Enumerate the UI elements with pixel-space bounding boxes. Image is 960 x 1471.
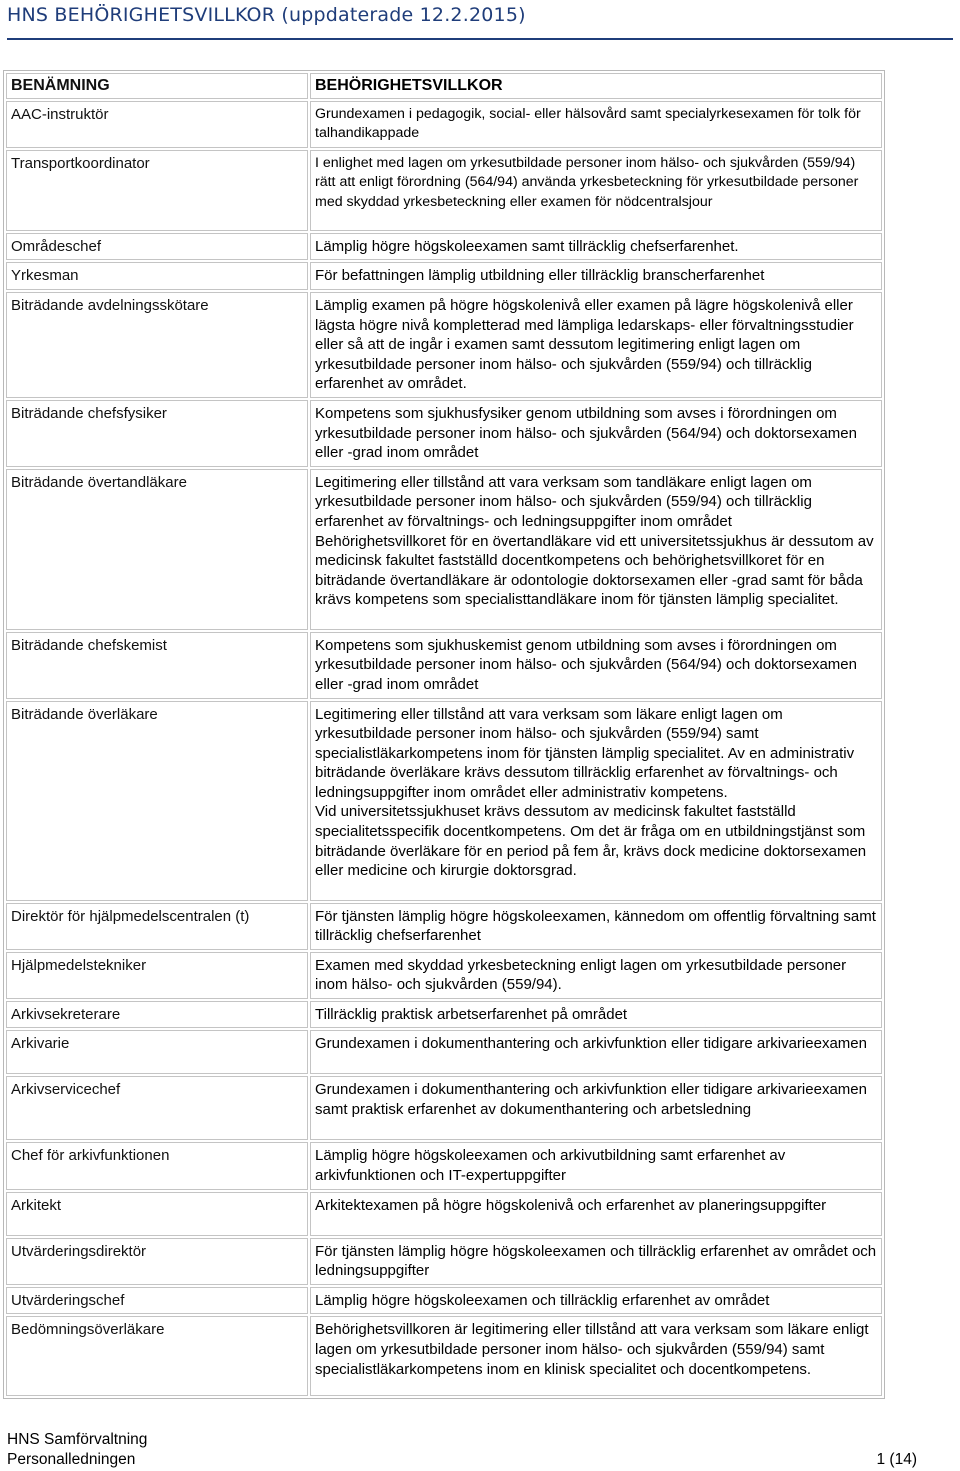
column-header-requirements: BEHÖRIGHETSVILLKOR (310, 73, 882, 99)
role-cell: Utvärderingschef (6, 1287, 308, 1315)
table-row (6, 101, 882, 148)
role-cell: Arkivservicechef (6, 1076, 308, 1140)
table-row (6, 400, 882, 467)
requirement-cell: Legitimering eller tillstånd att vara verksam som läkare enligt lagen om yrkesutbildade personer inom hälso- och sjukvården (559/94) samt specialistläkarkompetens inom för tjänsten lämplig specialitet. Av en administrativ biträdande överläkare krävs dessutom tillräcklig erfarenhet av förvaltnings- och ledningsuppgifter inom området eller administrativ kompetens. Vid universitetssjukhuset krävs dessutom av medicinsk fakultet fastställd specialitetsspecifik docentkompetens. Om det är fråga om en utbildningstjänst som biträdande överläkare för en period på fem år, krävs dock medicine doktorsexamen eller medicine och kirurgie doktorsgrad. (310, 701, 882, 901)
table-row (6, 1316, 882, 1396)
footer-dept-name: Personalledningen (7, 1450, 136, 1468)
role-cell: Direktör för hjälpmedelscentralen (t) (6, 903, 308, 950)
table-row (6, 1192, 882, 1236)
requirement-cell: Lämplig examen på högre högskolenivå eller examen på lägre högskolenivå eller lägsta högre nivå kompletterad med lämpliga ledarskaps- eller förvaltningsstudier eller så att de ingår i examen samt dessutom legitimering enligt lagen om yrkesutbildade personer inom hälso- och sjukvården (559/94) och tillräcklig erfarenhet av området. (310, 292, 882, 398)
column-header-role: BENÄMNING (6, 73, 308, 99)
footer-organization (7, 1430, 147, 1469)
table-row (6, 903, 882, 950)
role-cell: Områdeschef (6, 233, 308, 261)
requirement-cell: För befattningen lämplig utbildning eller tillräcklig branscherfarenhet (310, 262, 882, 290)
table-row (6, 1076, 882, 1140)
role-cell: Arkitekt (6, 1192, 308, 1236)
requirement-cell: Grundexamen i dokumenthantering och arkivfunktion eller tidigare arkivarieexamen (310, 1030, 882, 1074)
role-cell: Transportkoordinator (6, 150, 308, 231)
criteria-table (3, 70, 885, 1399)
role-cell: Arkivsekreterare (6, 1001, 308, 1029)
document-header: HNS BEHÖRIGHETSVILLKOR (uppdaterade 12.2.2015) (7, 2, 953, 40)
table-row (6, 632, 882, 699)
table-row (6, 292, 882, 398)
requirement-cell: Arkitektexamen på högre högskolenivå och erfarenhet av planeringsuppgifter (310, 1192, 882, 1236)
table-row (6, 1287, 882, 1315)
table-row (6, 262, 882, 290)
requirement-cell: Grundexamen i dokumenthantering och arkivfunktion eller tidigare arkivarieexamen samt praktisk erfarenhet av dokumenthantering och arbetsledning (310, 1076, 882, 1140)
table-row (6, 1142, 882, 1189)
table-row (6, 150, 882, 231)
requirement-cell: Lämplig högre högskoleexamen och tillräcklig erfarenhet av området (310, 1287, 882, 1315)
requirement-cell: Kompetens som sjukhuskemist genom utbildning som avses i förordningen om yrkesutbildade personer inom hälso- och sjukvården (564/94) och doktorsexamen eller -grad inom området (310, 632, 882, 699)
requirement-cell: Grundexamen i pedagogik, social- eller hälsovård samt specialyrkesexamen för tolk för talhandikappade (310, 101, 882, 148)
page-number: 1 (14) (876, 1451, 917, 1468)
table-row (6, 1001, 882, 1029)
footer-org-name: HNS Samförvaltning (7, 1431, 148, 1448)
role-cell: Yrkesman (6, 262, 308, 290)
requirement-cell: Examen med skyddad yrkesbeteckning enligt lagen om yrkesutbildade personer inom hälso- och sjukvården (559/94). (310, 952, 882, 999)
table-header-row (6, 73, 882, 99)
role-cell: Biträdande chefsfysiker (6, 400, 308, 467)
requirement-cell: Lämplig högre högskoleexamen samt tillräcklig chefserfarenhet. (310, 233, 882, 261)
requirement-cell: Kompetens som sjukhusfysiker genom utbildning som avses i förordningen om yrkesutbildade personer inom hälso- och sjukvården (564/94) och doktorsexamen eller -grad inom området (310, 400, 882, 467)
requirement-cell: Legitimering eller tillstånd att vara verksam som tandläkare enligt lagen om yrkesutbildade personer inom hälso- och sjukvården (559/94) och tillräcklig erfarenhet av förvaltnings- och ledningsuppgifter inom området Behörighetsvillkoret för en övertandläkare vid ett universitetssjukhus är dessutom av medicinsk fakultet fastställd docentkompetens och behörighetsvillkoret för en biträdande övertandläkare är odontologie doktorsexamen eller -grad samt för båda krävs kompetens som specialisttandläkare inom för tjänsten lämplig specialitet. (310, 469, 882, 630)
requirement-cell: För tjänsten lämplig högre högskoleexamen och tillräcklig erfarenhet av området och ledningsuppgifter (310, 1238, 882, 1285)
role-cell: Biträdande övertandläkare (6, 469, 308, 630)
requirement-cell: Behörighetsvillkoren är legitimering eller tillstånd att vara verksam som läkare enligt lagen om yrkesutbildade personer inom hälso- och sjukvården (559/94) samt specialistläkarkompetens inom en klinisk specialitet och docentkompetens. (310, 1316, 882, 1396)
role-cell: Biträdande avdelningsskötare (6, 292, 308, 398)
role-cell: AAC-instruktör (6, 101, 308, 148)
requirement-cell: För tjänsten lämplig högre högskoleexamen, kännedom om offentlig förvaltning samt tillräcklig chefserfarenhet (310, 903, 882, 950)
role-cell: Utvärderingsdirektör (6, 1238, 308, 1285)
role-cell: Hjälpmedelstekniker (6, 952, 308, 999)
requirement-cell: Tillräcklig praktisk arbetserfarenhet på området (310, 1001, 882, 1029)
table-row (6, 701, 882, 901)
role-cell: Arkivarie (6, 1030, 308, 1074)
table-row (6, 469, 882, 630)
role-cell: Chef för arkivfunktionen (6, 1142, 308, 1189)
role-cell: Bedömningsöverläkare (6, 1316, 308, 1396)
role-cell: Biträdande överläkare (6, 701, 308, 901)
table-row (6, 1030, 882, 1074)
table-row (6, 952, 882, 999)
table-row (6, 233, 882, 261)
requirement-cell: Lämplig högre högskoleexamen och arkivutbildning samt erfarenhet av arkivfunktionen och IT-expertuppgifter (310, 1142, 882, 1189)
role-cell: Biträdande chefskemist (6, 632, 308, 699)
requirement-cell: I enlighet med lagen om yrkesutbildade personer inom hälso- och sjukvården (559/94) rätt att enligt förordning (564/94) använda yrkesbeteckning för yrkesutbildade personer med skyddad yrkesbeteckning eller examen för nödcentralsjour (310, 150, 882, 231)
table-row (6, 1238, 882, 1285)
table-body (6, 101, 882, 1397)
